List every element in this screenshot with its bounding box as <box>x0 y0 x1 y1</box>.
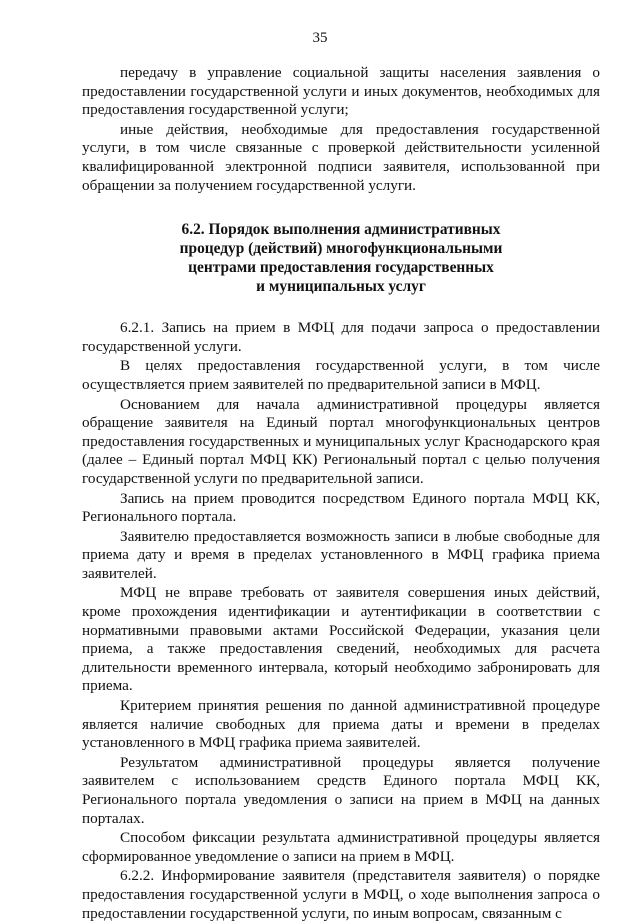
paragraph: В целях предоставления государственной услуги, в том числе осуществляется прием заявителей по предварительной записи в МФЦ. <box>82 357 600 393</box>
paragraph: Результатом административной процедуры является получение заявителем с использованием средств Единого портала МФЦ КК, Регионального портала уведомления о записи на прием в МФЦ на данных порталах. <box>82 753 600 827</box>
paragraph: Заявителю предоставляется возможность записи в любые свободные для приема дату и время в пределах установленного в МФЦ графика приема заявителей. <box>82 527 600 582</box>
paragraph: Запись на прием проводится посредством Единого портала МФЦ КК, Регионального портала. <box>82 489 600 526</box>
document-body <box>82 64 600 924</box>
paragraph: 6.2.1. Запись на прием в МФЦ для подачи запроса о предоставлении государственной услуги. <box>82 319 600 355</box>
section-heading <box>122 220 560 296</box>
section-heading-line: и муниципальных услуг <box>256 278 426 296</box>
section-heading-line: 6.2. Порядок выполнения административных <box>181 221 501 239</box>
paragraph: иные действия, необходимые для предоставления государственной услуги, в том числе связанные с проверкой действительности усиленной квалифицированной электронной подписи заявителя, использованной при обращении за получением государственной услуги. <box>82 120 600 194</box>
section-heading-line: процедур (действий) многофункциональными <box>179 240 503 258</box>
paragraph: Способом фиксации результата административной процедуры является сформированное уведомление о записи на прием в МФЦ. <box>82 829 600 865</box>
paragraph: Критерием принятия решения по данной административной процедуре является наличие свободных для приема даты и времени в пределах установленного в МФЦ графика приема заявителей. <box>82 697 600 752</box>
paragraph: 6.2.2. Информирование заявителя (представителя заявителя) о порядке предоставления государственной услуги в МФЦ, о ходе выполнения запроса о предоставлении государственной услуги, по иным вопросам, связанным с <box>82 867 600 922</box>
paragraph: передачу в управление социальной защиты населения заявления о предоставлении государственной услуги и иных документов, необходимых для предоставления государственной услуги; <box>82 64 600 119</box>
paragraph: МФЦ не вправе требовать от заявителя совершения иных действий, кроме прохождения идентификации и аутентификации в соответствии с нормативными правовыми актами Российской Федерации, указания цели приема, а также предоставления сведений, необходимых для расчета длительности временного интервала, который необходимо забронировать для приема. <box>82 584 600 695</box>
page-number: 35 <box>312 30 328 46</box>
paragraph: Основанием для начала административной процедуры является обращение заявителя на Единый портал многофункциональных центров предоставления государственных и муниципальных услуг Краснодарского края (далее – Единый портал МФЦ КК) Региональный портал с целью получения государственной услуги по предварительной записи. <box>82 395 600 487</box>
section-heading-line: центрами предоставления государственных <box>188 259 494 277</box>
